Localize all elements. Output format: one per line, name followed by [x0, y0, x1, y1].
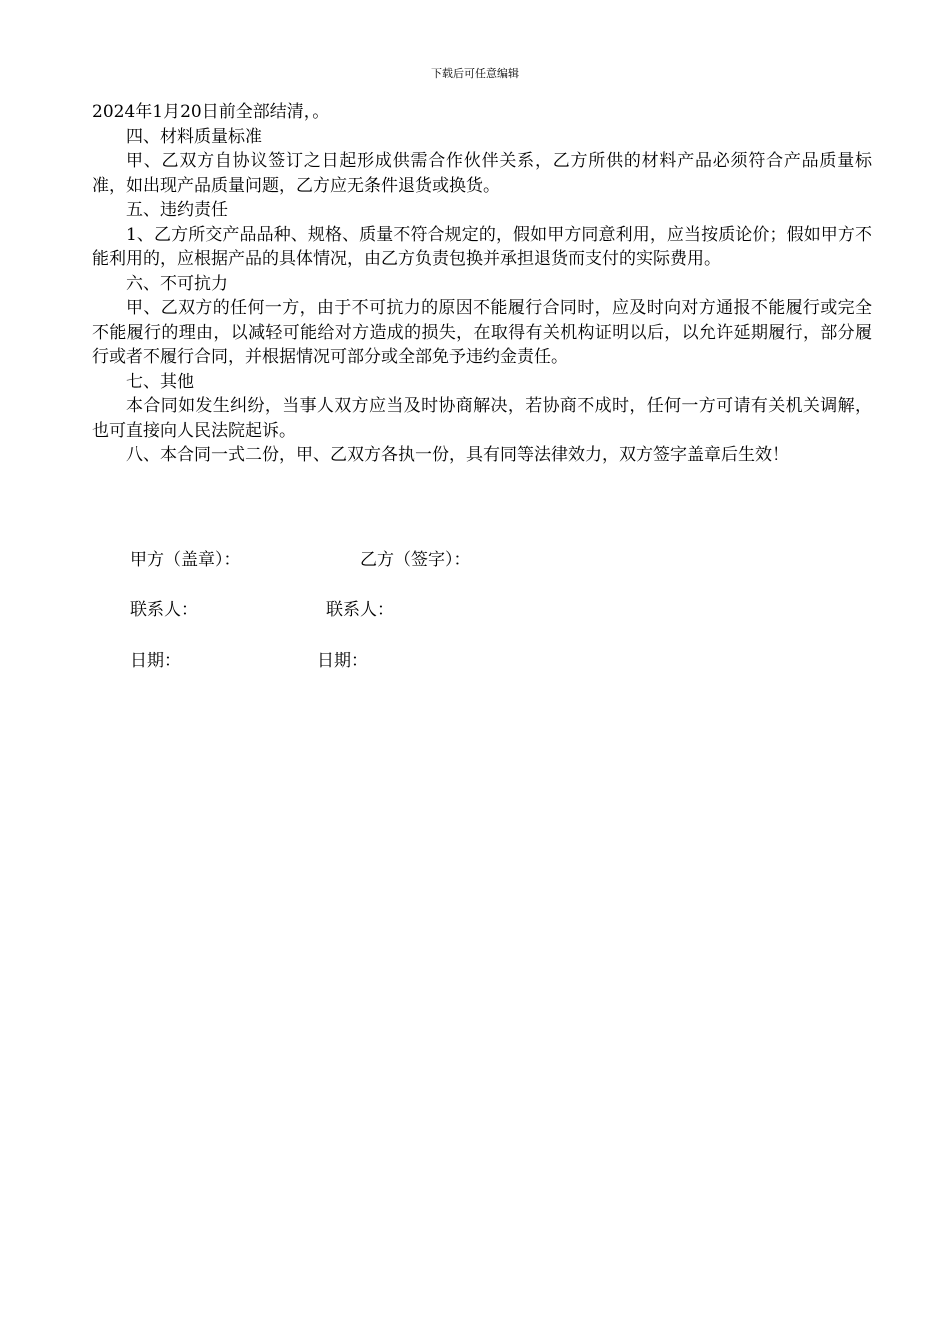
date-b-label: 日期： — [317, 651, 368, 671]
contact-b-label: 联系人： — [326, 600, 394, 620]
section-text-copies: 八、本合同一式二份，甲、乙双方各执一份，具有同等法律效力，双方签字盖章后生效！ — [126, 445, 789, 465]
party-b-sign-label: 乙方（签字）： — [360, 550, 471, 570]
section-heading-other: 七、其他 — [126, 371, 194, 392]
contact-a-label: 联系人： — [130, 600, 198, 620]
section-text-other: 本合同如发生纠纷，当事人双方应当及时协商解决，若协商不成时，任何一方可请有关机关调解，也可直接向人民法院起诉。 — [92, 396, 872, 441]
party-a-seal-label: 甲方（盖章）： — [130, 550, 241, 570]
section-text-quality: 甲、乙双方自协议签订之日起形成供需合作伙伴关系，乙方所供的材料产品必须符合产品质量标准，如出现产品质量问题，乙方应无条件退货或换货。 — [92, 151, 872, 196]
section-text-force-majeure: 甲、乙双方的任何一方，由于不可抗力的原因不能履行合同时，应及时向对方通报不能履行或完全不能履行的理由，以减轻可能给对方造成的损失，在取得有关机构证明以后，以允许延期履行，部分履行或者不履行合同，并根据情况可部分或全部免予违约金责任。 — [92, 298, 872, 367]
contract-body — [92, 100, 872, 468]
payment-deadline-text: 2024年1月20日前全部结清，。 — [92, 102, 330, 122]
section-heading-quality: 四、材料质量标准 — [126, 126, 262, 147]
page-header-note: 下载后可任意编辑 — [431, 67, 519, 80]
section-heading-breach: 五、违约责任 — [126, 200, 228, 220]
section-text-breach: 1、乙方所交产品品种、规格、质量不符合规定的，假如甲方同意利用，应当按质论价；假如甲方不能利用的，应根据产品的具体情况，由乙方负责包换并承担退货而支付的实际费用。 — [92, 224, 872, 269]
section-heading-force-majeure: 六、不可抗力 — [126, 273, 228, 294]
date-a-label: 日期： — [130, 651, 181, 671]
